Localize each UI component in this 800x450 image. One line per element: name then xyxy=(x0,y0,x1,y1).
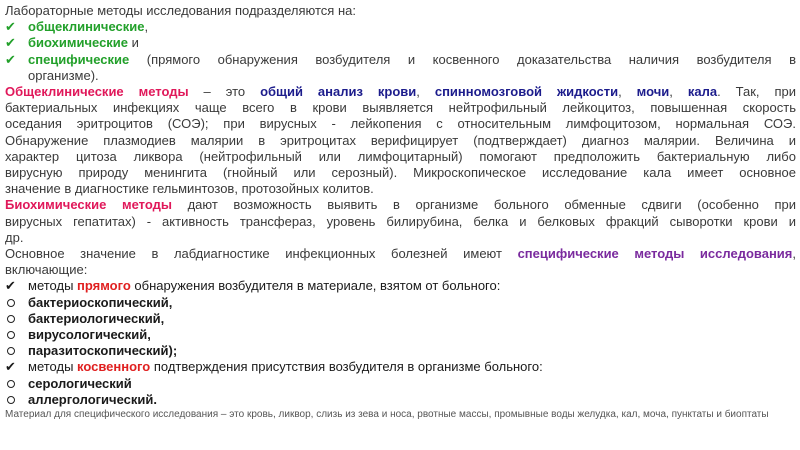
biochem-methods-title: Биохимические методы xyxy=(5,197,172,213)
paragraph-line: вирусную природу менингита (гнойный или серозный). Микроскопическое исследование кала имеет основное xyxy=(5,165,796,181)
term-csf: спинномозговой жидкости xyxy=(434,84,619,100)
comma: , xyxy=(416,84,435,100)
text-pre: методы xyxy=(28,359,78,375)
text-pre: Основное значение в лабдиагностике инфекционных болезней имеют xyxy=(5,246,518,262)
circle-bullet-icon xyxy=(7,299,15,307)
comma: , xyxy=(669,84,688,100)
type-suffix: , xyxy=(144,19,149,35)
paragraph-line: характер цитоза ликвора (нейтрофильный или лимфоцитарный) помогают предположить бактериальную либо xyxy=(5,148,796,164)
indirect-highlight: косвенного xyxy=(77,359,151,375)
type-name: общеклинические xyxy=(28,19,145,35)
circle-bullet-icon xyxy=(7,347,15,355)
paragraph-line: бактериальных инфекциях чаще всего в крови выявляется нейтрофильный лейкоцитоз, повышенная скорость xyxy=(5,100,796,116)
text-rest: . Так, при xyxy=(717,84,796,100)
specific-methods-title: специфические методы исследования xyxy=(517,246,793,262)
check-icon: ✔ xyxy=(5,51,16,67)
text-post: , xyxy=(792,246,797,262)
general-methods-line xyxy=(5,84,796,100)
check-icon: ✔ xyxy=(5,278,16,294)
type-name: биохимические xyxy=(28,35,129,51)
method-bullet-item xyxy=(5,311,796,327)
check-icon: ✔ xyxy=(5,35,16,51)
paragraph-line: оседания эритроцитов (СОЭ); при вирусных - лейкопения с относительным лимфоцитозом, нормальная СОЭ. xyxy=(5,116,796,132)
direct-highlight: прямого xyxy=(77,278,131,294)
method-bullet-item xyxy=(5,392,796,408)
intro-text: Лабораторные методы исследования подразделяются на: xyxy=(5,3,356,18)
method-name: серологический xyxy=(28,375,132,391)
comma: , xyxy=(618,84,637,100)
direct-methods-item xyxy=(5,278,796,294)
type-suffix: (прямого обнаружения возбудителя и косвенного доказательства наличия возбудителя в xyxy=(129,51,796,67)
type-item-specific-cont: организме). xyxy=(28,67,99,83)
circle-bullet-icon xyxy=(7,315,15,323)
type-suffix: и xyxy=(128,35,139,51)
type-name: специфические xyxy=(28,51,130,67)
text-post: подтверждения присутствия возбудителя в организме больного: xyxy=(150,359,543,375)
method-name: аллергологический. xyxy=(28,391,157,407)
term-urine: мочи xyxy=(636,84,670,100)
footnote: Материал для специфического исследования – это кровь, ликвор, слизь из зева и носа, рвотные массы, промывные воды желудка, кал, моча, пунктаты и биоптаты xyxy=(5,409,769,421)
method-bullet-item xyxy=(5,295,796,311)
circle-bullet-icon xyxy=(7,380,15,388)
method-bullet-item xyxy=(5,376,796,392)
check-icon: ✔ xyxy=(5,359,16,375)
circle-bullet-icon xyxy=(7,331,15,339)
text-pre: методы xyxy=(28,278,78,294)
text-dash: – это xyxy=(188,84,261,100)
method-name: бактериологический, xyxy=(28,310,165,326)
paragraph-line: др. xyxy=(5,229,24,245)
text-rest: дают возможность выявить в организме больного обменные сдвиги (особенно при xyxy=(171,197,797,213)
check-icon: ✔ xyxy=(5,19,16,35)
method-name: вирусологический, xyxy=(28,327,151,343)
type-item-biochem xyxy=(5,35,796,51)
method-bullet-item xyxy=(5,327,796,343)
method-bullet-item xyxy=(5,343,796,359)
method-name: бактериоскопический, xyxy=(28,294,173,310)
type-item-specific xyxy=(5,52,796,68)
type-item-general xyxy=(5,19,796,35)
paragraph-line: включающие: xyxy=(5,262,88,278)
general-methods-title: Общеклинические методы xyxy=(5,84,189,100)
circle-bullet-icon xyxy=(7,396,15,404)
specific-methods-line xyxy=(5,246,796,262)
text-post: обнаружения возбудителя в материале, взятом от больного: xyxy=(130,278,501,294)
biochem-methods-line xyxy=(5,197,796,213)
method-name: паразитоскопический); xyxy=(28,343,178,359)
indirect-methods-item xyxy=(5,359,796,375)
term-stool: кала xyxy=(687,84,718,100)
paragraph-line: вирусных гепатитах) - активность трансфераз, уровень билирубина, белка и белковых фракций сыворотки крови и xyxy=(5,213,796,229)
term-blood: общий анализ крови xyxy=(260,84,417,100)
paragraph-line: значение в диагностике гельминтозов, протозойных колитов. xyxy=(5,181,374,197)
paragraph-line: Обнаружение плазмодиев малярии в эритроцитах верифицирует (подтверждает) диагноз малярии. Величина и xyxy=(5,132,796,148)
